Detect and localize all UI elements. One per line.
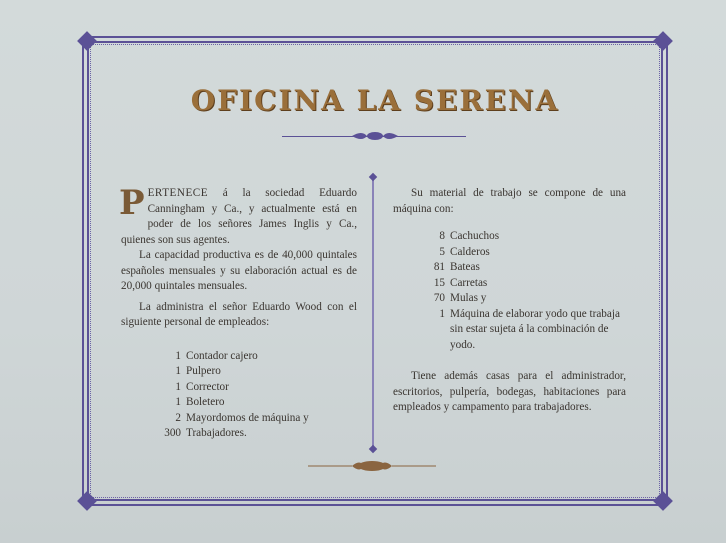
list-item: 8 Cachuchos <box>439 230 500 242</box>
right-column <box>393 186 626 416</box>
dropcap: P <box>119 183 145 223</box>
column-divider <box>372 178 374 448</box>
facilities-paragraph: Tiene además casas para el administrador, escritorios, pulpería, bodegas, habitaciones para empleados y campamento para trabajadores. <box>393 370 626 413</box>
bottom-ornament-icon <box>308 459 436 473</box>
list-item: 81 Bateas <box>433 261 480 273</box>
intro-paragraph <box>119 183 357 248</box>
list-item: 15 Carretas <box>433 276 488 289</box>
left-column <box>119 183 357 442</box>
list-item: 1 Boletero <box>175 396 225 408</box>
list-item: 1 Corrector <box>175 380 229 393</box>
list-item: 1 Pulpero <box>175 365 221 377</box>
list-item: 1 Contador cajero <box>175 349 258 362</box>
list-item: 1 Máquina de elaborar yodo que trabaja sin estar sujeta á la combinación de yodo. <box>439 307 620 351</box>
intro-text: á la sociedad Eduardo Canningham y Ca., y actualmente está en poder de los señores James Inglis y Ca., quienes son sus agentes. <box>121 187 357 246</box>
list-item: 70 Mulas y <box>433 292 487 304</box>
list-item: 300 Trabajadores. <box>164 427 247 439</box>
title-ornament-icon <box>350 130 400 142</box>
administration-paragraph: La administra el señor Eduardo Wood con el siguiente personal de empleados: <box>121 300 357 328</box>
material-list <box>393 229 626 353</box>
staff-list <box>121 349 357 442</box>
material-paragraph: Su material de trabajo se compone de una máquina con: <box>393 187 626 215</box>
list-item: 2 Mayordomos de máquina y <box>175 411 309 424</box>
list-item: 5 Calderos <box>439 245 490 258</box>
intro-caps: ERTENECE <box>147 187 209 199</box>
page-title: OFICINA LA SERENA <box>190 84 560 117</box>
capacity-paragraph: La capacidad productiva es de 40,000 quintales españoles mensuales y su elaboración actual es de 20,000 quintales mensuales. <box>121 249 357 292</box>
